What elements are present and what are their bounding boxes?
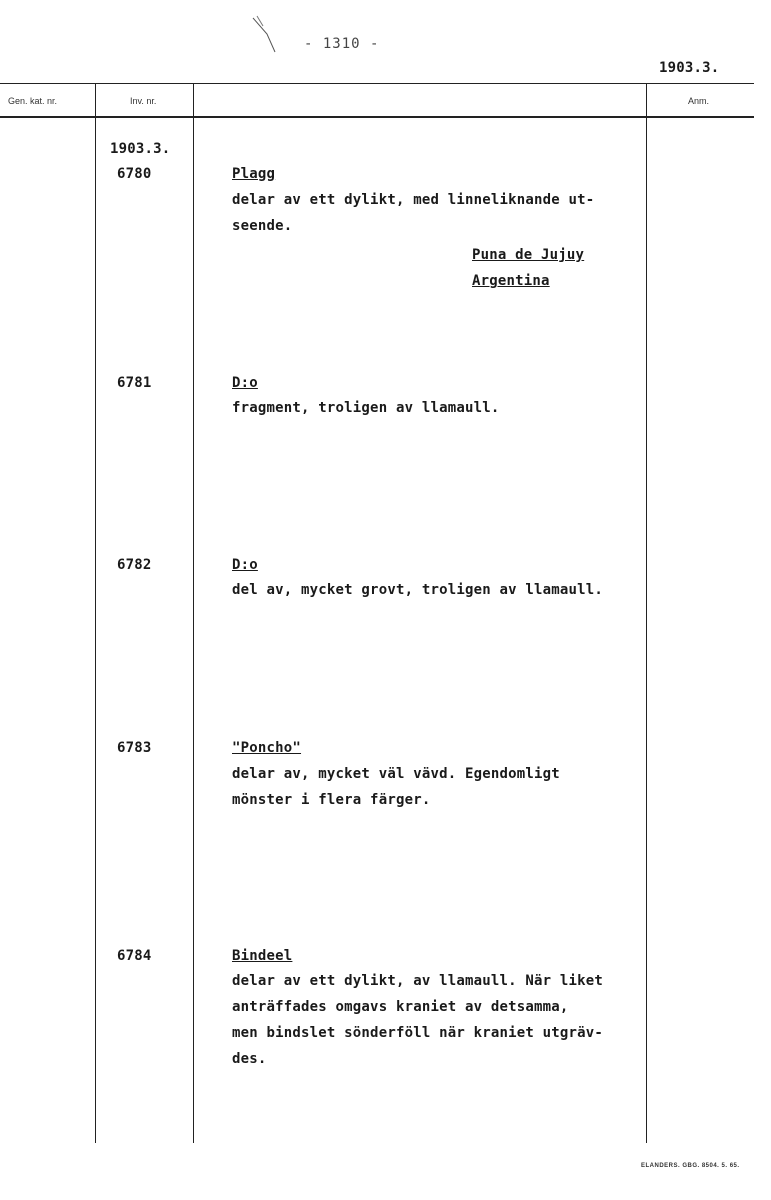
- location-line: Argentina: [472, 273, 550, 289]
- entry-text-line: anträffades omgavs kraniet av detsamma,: [232, 999, 569, 1015]
- entry-text-line: mönster i flera färger.: [232, 792, 431, 808]
- column-header-inv: Inv. nr.: [130, 96, 157, 106]
- pen-stroke-mark: [245, 12, 285, 62]
- inventory-number: 6780: [117, 166, 152, 182]
- entry-text-line: delar av ett dylikt, med linneliknande ut-: [232, 192, 595, 208]
- entry-text-line: seende.: [232, 218, 293, 234]
- entry-text-line: del av, mycket grovt, troligen av llamaull.: [232, 582, 604, 598]
- inventory-number: 6781: [117, 375, 152, 391]
- entry-heading: D:o: [232, 375, 258, 391]
- header-bottom-rule: [0, 116, 754, 118]
- entry-heading: Plagg: [232, 166, 276, 182]
- section-year: 1903.3.: [110, 141, 171, 157]
- page-number: - 1310 -: [304, 36, 380, 52]
- column-divider-3: [646, 83, 647, 1143]
- printer-imprint: ELANDERS. GBG. 8504. 5. 65.: [641, 1163, 740, 1169]
- column-header-anm: Anm.: [688, 96, 710, 106]
- entry-heading: Bindeel: [232, 948, 293, 964]
- entry-heading: "Poncho": [232, 740, 302, 756]
- inventory-number: 6784: [117, 948, 152, 964]
- inventory-number: 6783: [117, 740, 152, 756]
- column-divider-1: [95, 83, 96, 1143]
- entry-heading: D:o: [232, 557, 258, 573]
- inventory-number: 6782: [117, 557, 152, 573]
- entry-text-line: fragment, troligen av llamaull.: [232, 400, 500, 416]
- column-divider-2: [193, 83, 194, 1143]
- location-line: Puna de Jujuy: [472, 247, 585, 263]
- column-header-gen-kat: Gen. kat. nr.: [8, 96, 58, 106]
- entry-text-line: men bindslet sönderföll när kraniet utgräv-: [232, 1025, 604, 1041]
- header-top-rule: [0, 83, 754, 84]
- header-year: 1903.3.: [659, 60, 720, 76]
- entry-text-line: delar av ett dylikt, av llamaull. När liket: [232, 973, 604, 989]
- entry-text-line: delar av, mycket väl vävd. Egendomligt: [232, 766, 560, 782]
- entry-text-line: des.: [232, 1051, 267, 1067]
